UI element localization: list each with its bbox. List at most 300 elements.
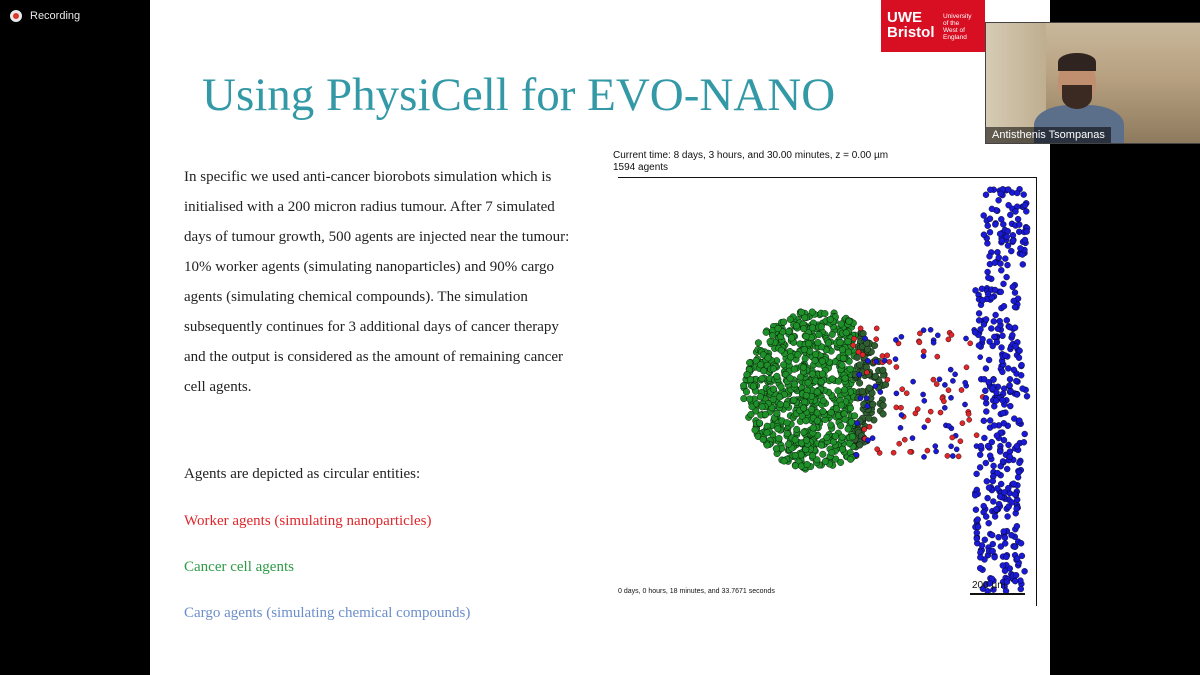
cancer-cell-agent [839,434,846,441]
worker-or-cargo-agent [938,410,943,415]
recording-label: Recording [30,10,81,22]
cancer-cell-agent [856,362,863,369]
cancer-cell-agent [837,459,844,466]
cargo-agent [999,369,1005,375]
cargo-agent [993,506,999,512]
cancer-cell-agent [839,362,846,369]
cargo-agent [990,548,996,554]
worker-or-cargo-agent [865,438,870,443]
cancer-cell-agent [848,419,855,426]
cancer-cell-agent [770,366,777,373]
cancer-cell-agent [776,394,783,401]
cancer-cell-agent [829,376,836,383]
cancer-cell-agent [870,401,877,408]
cancer-cell-agent [832,433,839,440]
cancer-cell-agent [812,357,819,364]
cargo-agent [1012,492,1018,498]
worker-or-cargo-agent [882,358,887,363]
cancer-cell-agent [757,362,764,369]
worker-or-cargo-agent [887,359,892,364]
worker-or-cargo-agent [910,436,915,441]
worker-or-cargo-agent [852,336,857,341]
cargo-agent [996,197,1002,203]
worker-or-cargo-agent [953,372,958,377]
cargo-agent [1002,256,1008,262]
cancer-cell-agent [775,426,782,433]
cancer-cell-agent [792,463,799,470]
cargo-agent [974,471,980,477]
cancer-cell-agent [784,430,791,437]
cancer-cell-agent [748,411,755,418]
cancer-cell-agent [803,392,810,399]
cargo-agent [1012,290,1018,296]
cargo-agent [1002,535,1008,541]
cancer-cell-agent [839,446,846,453]
cancer-cell-agent [809,309,816,316]
worker-or-cargo-agent [885,353,890,358]
cargo-agent [1024,229,1030,235]
cargo-agent [987,253,993,259]
cargo-agent [997,494,1003,500]
cancer-cell-agent [765,355,772,362]
cancer-cell-agent [778,347,785,354]
cancer-cell-agent [847,456,854,463]
cancer-cell-agent [854,354,861,361]
cancer-cell-agent [788,335,795,342]
worker-or-cargo-agent [858,396,863,401]
cancer-cell-agent [773,445,780,452]
cargo-agent [1012,578,1018,584]
cancer-cell-agent [825,340,832,347]
cancer-cell-agent [775,325,782,332]
worker-or-cargo-agent [963,336,968,341]
worker-or-cargo-agent [950,435,955,440]
cancer-cell-agent [793,426,800,433]
cancer-cell-agent [845,338,852,345]
cargo-agent [998,261,1004,267]
worker-or-cargo-agent [946,423,951,428]
worker-or-cargo-agent [956,454,961,459]
cargo-agent [991,377,997,383]
cargo-agent [983,316,989,322]
worker-or-cargo-agent [854,452,859,457]
cargo-agent [1015,474,1021,480]
cargo-agent [987,216,993,222]
cancer-cell-agent [755,340,762,347]
cargo-agent [997,231,1003,237]
cancer-cell-agent [791,381,798,388]
worker-or-cargo-agent [966,411,971,416]
cargo-agent [983,192,989,198]
cancer-cell-agent [791,366,798,373]
cargo-agent [1016,355,1022,361]
worker-or-cargo-agent [949,332,954,337]
cancer-cell-agent [880,367,887,374]
cancer-cell-agent [814,418,821,425]
cargo-agent [1018,540,1024,546]
worker-or-cargo-agent [900,387,905,392]
worker-or-cargo-agent [931,377,936,382]
cargo-agent [1000,333,1006,339]
cargo-agent [1009,499,1015,505]
cargo-agent [1004,466,1010,472]
cancer-cell-agent [741,395,748,402]
worker-or-cargo-agent [922,398,927,403]
cargo-agent [981,213,987,219]
cargo-agent [1013,209,1019,215]
worker-or-cargo-agent [915,407,920,412]
worker-or-cargo-agent [937,377,942,382]
cargo-agent [1016,222,1022,228]
cancer-cell-agent [851,413,858,420]
cargo-agent [1013,378,1019,384]
cargo-agent [1012,304,1018,310]
cancer-cell-agent [814,389,821,396]
cargo-agent [1017,245,1023,251]
scale-bar-label: 200 µm [972,580,1006,591]
cancer-cell-agent [802,355,809,362]
worker-or-cargo-agent [899,334,904,339]
cargo-agent [985,223,991,229]
cancer-cell-agent [819,371,826,378]
cargo-agent [1005,514,1011,520]
cargo-agent [1020,261,1026,267]
cancer-cell-agent [756,420,763,427]
cargo-agent [985,291,991,297]
cancer-cell-agent [827,316,834,323]
cargo-agent [973,507,979,513]
cargo-agent [1009,332,1015,338]
logo-sub-text: University of the West of England [943,13,972,41]
cargo-agent [1010,232,1016,238]
worker-or-cargo-agent [855,421,860,426]
cargo-agent [992,514,998,520]
simulation-agent-count: 1594 agents [613,162,669,173]
cargo-agent [986,520,992,526]
cargo-agent [1006,442,1012,448]
cargo-agent [978,443,984,449]
cargo-agent [1022,568,1028,574]
worker-or-cargo-agent [860,352,865,357]
cargo-agent [978,326,984,332]
worker-or-cargo-agent [946,388,951,393]
cargo-agent [1007,383,1013,389]
cancer-cell-agent [809,371,816,378]
cargo-agent [1000,458,1006,464]
cargo-agent [998,289,1004,295]
legend-cargo: Cargo agents (simulating chemical compounds) [184,605,471,621]
worker-or-cargo-agent [949,444,954,449]
cancer-cell-agent [847,405,854,412]
cancer-cell-agent [859,388,866,395]
cancer-cell-agent [752,427,759,434]
cargo-agent [986,485,992,491]
cargo-agent [1004,234,1010,240]
worker-or-cargo-agent [893,357,898,362]
cancer-cell-agent [791,397,798,404]
cancer-cell-agent [801,399,808,406]
legend-worker: Worker agents (simulating nanoparticles) [184,513,432,529]
cancer-cell-agent [798,452,805,459]
worker-or-cargo-agent [894,391,899,396]
cargo-agent [976,317,982,323]
worker-or-cargo-agent [928,409,933,414]
cargo-agent [995,249,1001,255]
cargo-agent [981,418,987,424]
worker-or-cargo-agent [875,447,880,452]
cargo-agent [1010,284,1016,290]
cancer-cell-agent [822,310,829,317]
cargo-agent [1005,262,1011,268]
cancer-cell-agent [880,402,887,409]
cargo-agent [1016,418,1022,424]
worker-or-cargo-agent [880,353,885,358]
cargo-agent [976,343,982,349]
worker-or-cargo-agent [865,358,870,363]
worker-or-cargo-agent [950,378,955,383]
worker-or-cargo-agent [964,365,969,370]
cancer-cell-agent [781,458,788,465]
cargo-agent [1005,187,1011,193]
cancer-cell-agent [793,323,800,330]
cargo-agent [982,388,988,394]
cancer-cell-agent [809,453,816,460]
worker-or-cargo-agent [968,341,973,346]
cancer-cell-agent [777,401,784,408]
cancer-cell-agent [840,355,847,362]
cancer-cell-agent [800,325,807,332]
cancer-cell-agent [803,333,810,340]
worker-or-cargo-agent [874,326,879,331]
cargo-agent [1001,281,1007,287]
cancer-cell-agent [845,426,852,433]
cargo-agent [1023,208,1029,214]
cancer-cell-agent [800,405,807,412]
cancer-cell-agent [837,339,844,346]
cargo-agent [999,345,1005,351]
worker-or-cargo-agent [898,405,903,410]
logo-main-text: UWE Bristol [887,9,935,41]
cargo-agent [977,565,983,571]
cargo-agent [988,326,994,332]
worker-or-cargo-agent [942,405,947,410]
cargo-agent [974,530,980,536]
cargo-agent [1011,481,1017,487]
simulation-current-time: Current time: 8 days, 3 hours, and 30.00 minutes, z = 0.00 µm [613,150,889,161]
cancer-cell-agent [750,383,757,390]
cargo-agent [985,495,991,501]
worker-or-cargo-agent [874,359,879,364]
cargo-agent [991,463,997,469]
cargo-agent [983,366,989,372]
simulation-runtime: 0 days, 0 hours, 18 minutes, and 33.7671 seconds [618,588,775,595]
cargo-agent [998,267,1004,273]
worker-or-cargo-agent [934,449,939,454]
cancer-cell-agent [746,359,753,366]
cargo-agent [1014,523,1020,529]
cancer-cell-agent [815,339,822,346]
cancer-cell-agent [810,425,817,432]
cargo-agent [993,312,999,318]
cargo-agent [1001,529,1007,535]
cancer-cell-agent [824,434,831,441]
cargo-agent [977,452,983,458]
cancer-cell-agent [837,423,844,430]
simulation-frame [618,177,1037,606]
worker-or-cargo-agent [954,447,959,452]
cargo-agent [1011,367,1017,373]
cancer-cell-agent [842,375,849,382]
cargo-agent [998,216,1004,222]
legend-cancer: Cancer cell agents [184,559,294,575]
slide-title: Using PhysiCell for EVO-NANO [202,69,836,121]
cancer-cell-agent [838,402,845,409]
cancer-cell-agent [767,338,774,345]
cargo-agent [1021,192,1027,198]
worker-or-cargo-agent [904,391,909,396]
worker-or-cargo-agent [893,337,898,342]
cancer-cell-agent [871,342,878,349]
cancer-cell-agent [786,328,793,335]
cargo-agent [999,238,1005,244]
worker-or-cargo-agent [873,384,878,389]
worker-or-cargo-agent [941,399,946,404]
cargo-agent [975,517,981,523]
worker-or-cargo-agent [865,404,870,409]
cargo-agent [991,423,997,429]
cargo-agent [1003,554,1009,560]
cancer-cell-agent [880,411,887,418]
cancer-cell-agent [829,449,836,456]
cargo-agent [980,336,986,342]
cancer-cell-agent [839,346,846,353]
cargo-agent [984,478,990,484]
cancer-cell-agent [783,402,790,409]
cargo-agent [1004,317,1010,323]
cancer-cell-agent [843,329,850,336]
worker-or-cargo-agent [928,327,933,332]
cargo-agent [1021,439,1027,445]
cargo-agent [1010,238,1016,244]
worker-or-cargo-agent [934,382,939,387]
worker-or-cargo-agent [864,396,869,401]
worker-or-cargo-agent [863,336,868,341]
cargo-agent [1007,212,1013,218]
cargo-agent [977,554,983,560]
worker-or-cargo-agent [946,337,951,342]
cargo-agent [998,191,1004,197]
worker-or-cargo-agent [857,372,862,377]
cancer-cell-agent [759,404,766,411]
cancer-cell-agent [828,409,835,416]
record-icon [10,10,22,22]
worker-or-cargo-agent [967,417,972,422]
worker-or-cargo-agent [922,425,927,430]
cargo-agent [979,286,985,292]
cancer-cell-agent [792,452,799,459]
cargo-agent [992,287,998,293]
uwe-bristol-logo [881,0,985,52]
cancer-cell-agent [820,451,827,458]
cancer-cell-agent [863,364,870,371]
recording-indicator[interactable] [10,10,80,22]
worker-or-cargo-agent [862,427,867,432]
cargo-agent [989,206,995,212]
cargo-agent [1001,420,1007,426]
cancer-cell-agent [740,382,747,389]
worker-or-cargo-agent [894,364,899,369]
worker-or-cargo-agent [898,425,903,430]
cancer-cell-agent [804,461,811,468]
cargo-agent [981,503,987,509]
cancer-cell-agent [743,389,750,396]
worker-or-cargo-agent [960,421,965,426]
worker-or-cargo-agent [894,405,899,410]
cargo-agent [1018,586,1024,592]
cargo-agent [987,453,993,459]
cargo-agent [1007,324,1013,330]
cargo-agent [994,433,1000,439]
agents-heading: Agents are depicted as circular entities: [184,466,421,482]
cancer-cell-agent [857,442,864,449]
participant-name: Antisthenis Tsompanas [986,127,1111,143]
cancer-cell-agent [769,332,776,339]
participant-video[interactable] [986,23,1200,143]
cargo-agent [983,395,989,401]
worker-or-cargo-agent [935,354,940,359]
worker-or-cargo-agent [925,418,930,423]
cancer-cell-agent [805,340,812,347]
cargo-agent [1012,544,1018,550]
worker-or-cargo-agent [897,441,902,446]
cancer-cell-agent [801,429,808,436]
cargo-agent [977,464,983,470]
cancer-cell-agent [856,380,863,387]
worker-or-cargo-agent [963,380,968,385]
cancer-cell-agent [846,318,853,325]
cargo-agent [990,499,996,505]
worker-or-cargo-agent [878,389,883,394]
cancer-cell-agent [842,416,849,423]
cargo-agent [1011,298,1017,304]
cargo-agent [1016,460,1022,466]
cancer-cell-agent [803,437,810,444]
cancer-cell-agent [762,411,769,418]
worker-or-cargo-agent [948,395,953,400]
cancer-cell-agent [787,354,794,361]
worker-or-cargo-agent [851,343,856,348]
worker-or-cargo-agent [948,367,953,372]
cargo-agent [990,386,996,392]
cancer-cell-agent [822,458,829,465]
worker-or-cargo-agent [867,424,872,429]
cargo-agent [975,524,981,530]
cancer-cell-agent [784,419,791,426]
cargo-agent [1002,353,1008,359]
cancer-cell-agent [805,380,812,387]
cargo-agent [1009,532,1015,538]
cargo-agent [1000,563,1006,569]
worker-or-cargo-agent [935,333,940,338]
cargo-agent [1008,248,1014,254]
worker-or-cargo-agent [921,328,926,333]
worker-or-cargo-agent [908,449,913,454]
cargo-agent [992,260,998,266]
worker-or-cargo-agent [925,448,930,453]
cancer-cell-agent [835,378,842,385]
slide-paragraph: In specific we used anti-cancer biorobots simulation which is initialised with a 200 micron radius tumour. After 7 simulated days of tumour growth, 500 agents are injected near the tumour: 10% worker agents (simulating nanoparticles) and 90% cargo agents (simulating chemical compounds). The simulation subsequently continues for 3 additional days of cancer therapy and the output is considered as the amount of remaining cancer cell agents. [184,169,570,395]
worker-or-cargo-agent [874,337,879,342]
